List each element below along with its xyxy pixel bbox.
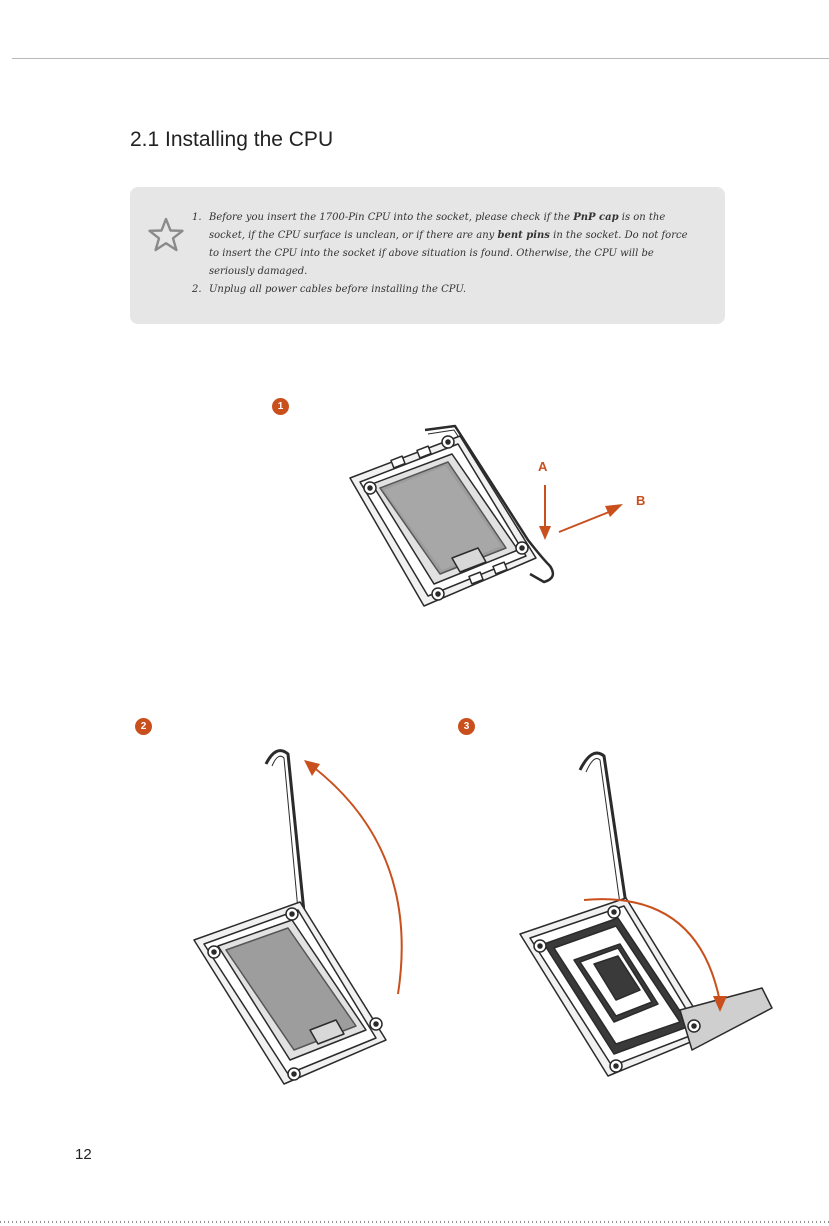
- star-outline-icon: [144, 213, 188, 257]
- direction-label-b: B: [636, 493, 646, 508]
- step-2-socket-illustration: [180, 740, 430, 1100]
- step-1-direction-arrows: [535, 480, 655, 560]
- step-1-badge: 1: [272, 398, 289, 415]
- direction-label-a: A: [538, 459, 548, 474]
- note-item-1: 1. Before you insert the 1700-Pin CPU into the socket, please check if the PnP cap is on the socket, if the CPU surface is unclean, or if there are any bent pins in the socket. Do not force to insert the CPU into the socket if above situation is found. Otherwise, the CPU will be seriously damaged.: [192, 212, 688, 277]
- note-item-2: 2. Unplug all power cables before installing the CPU.: [192, 284, 467, 295]
- step-2-badge: 2: [135, 718, 152, 735]
- page-title: 2.1 Installing the CPU: [130, 128, 334, 151]
- bottom-edge: [0, 1221, 829, 1223]
- step-3-badge: 3: [458, 718, 475, 735]
- note-box: [130, 187, 725, 324]
- note-list: [192, 209, 692, 299]
- step-3-socket-illustration: [510, 740, 780, 1100]
- bent-pins-text: bent pins: [497, 230, 550, 241]
- page-number: 12: [75, 1146, 92, 1163]
- pnp-cap-text: PnP cap: [573, 212, 619, 223]
- header-rule: [12, 58, 829, 59]
